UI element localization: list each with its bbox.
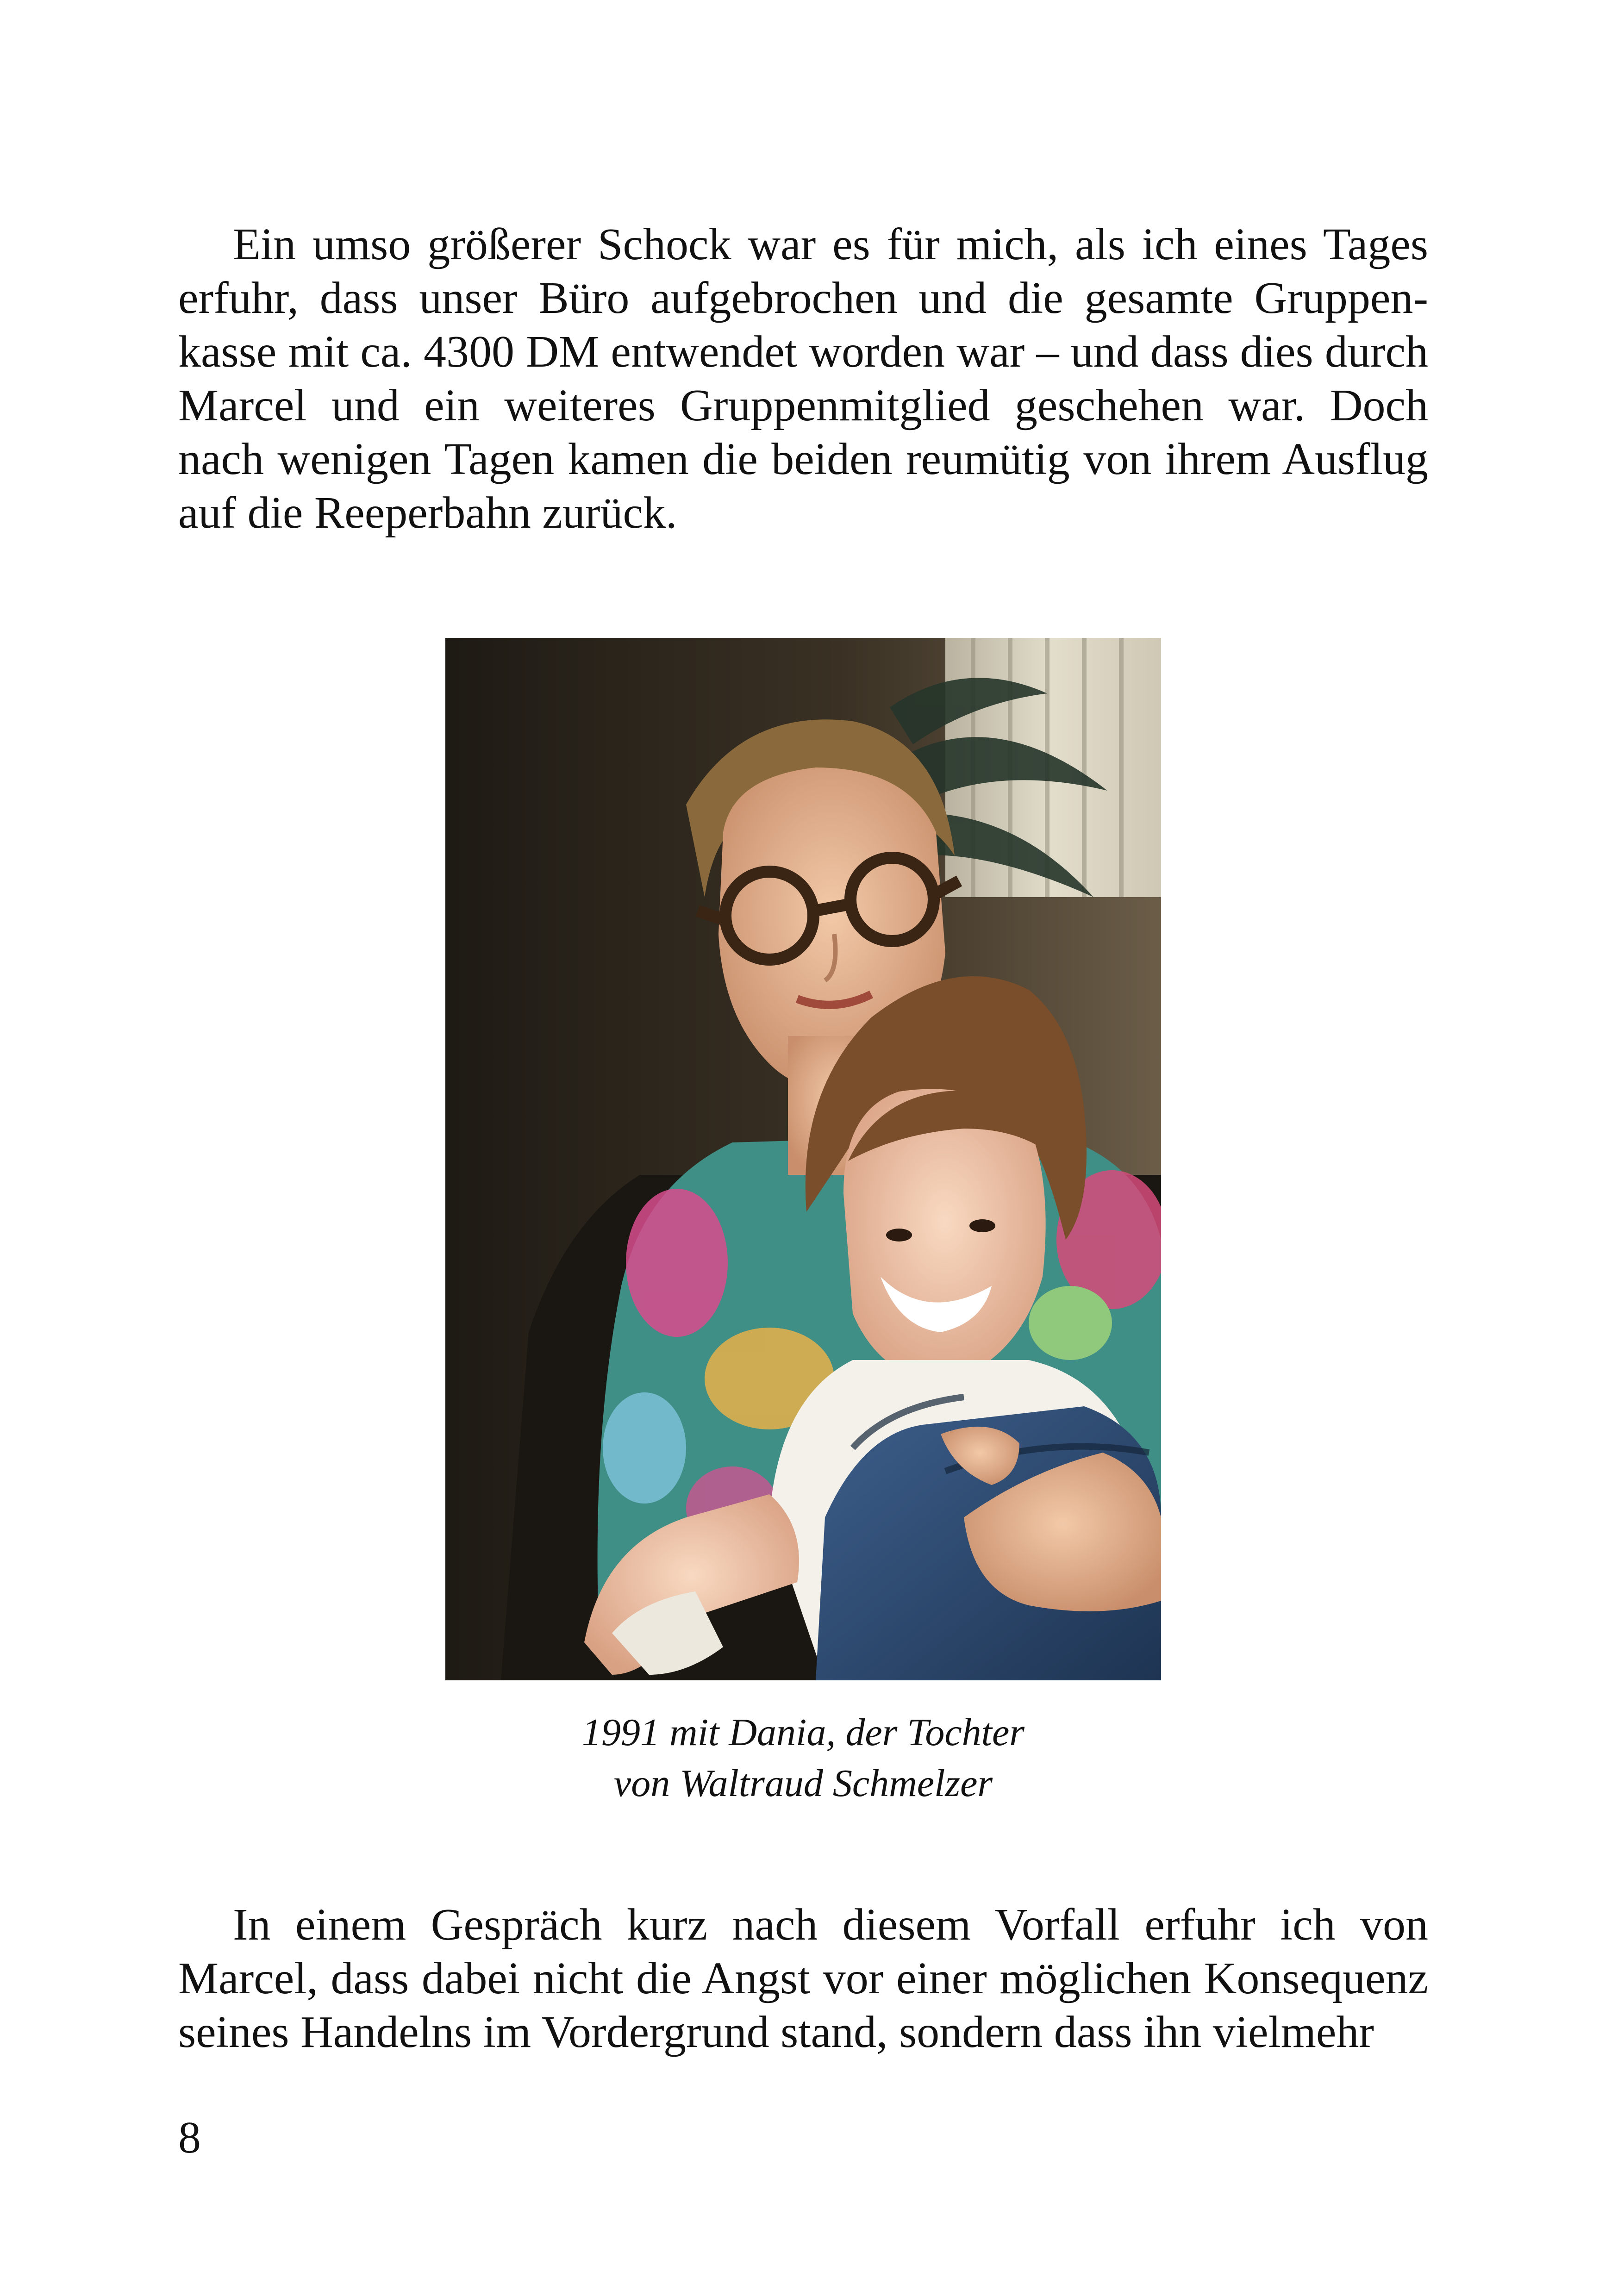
caption-line-2: von Waltraud Schmelzer bbox=[613, 1762, 993, 1805]
body-paragraph-2: In einem Gespräch kurz nach diesem Vorfall erfuhr ich von Marcel, dass dabei nicht die Angst vor einer möglichen Konsequenz seines Handelns im Vordergrund stand, sondern dass ihn vielmehr bbox=[178, 1900, 1428, 2057]
page-number: 8 bbox=[178, 2113, 201, 2163]
photo-caption bbox=[445, 1707, 1161, 1809]
body-paragraph-1: Ein umso größerer Schock war es für mich, als ich eines Tages erfuhr, dass unser Büro aufgebrochen und die gesamte Gruppenkasse mit ca. 4300 DM entwendet worden war – und dass dies durch Marcel und ein weiteres Gruppenmitglied geschehen war. Doch nach wenigen Tagen kamen die beiden reumütig von ihrem Ausflug auf die Reeperbahn zurück. bbox=[178, 219, 1428, 538]
photo bbox=[445, 638, 1161, 1680]
caption-line-1: 1991 mit Dania, der Tochter bbox=[582, 1711, 1025, 1754]
